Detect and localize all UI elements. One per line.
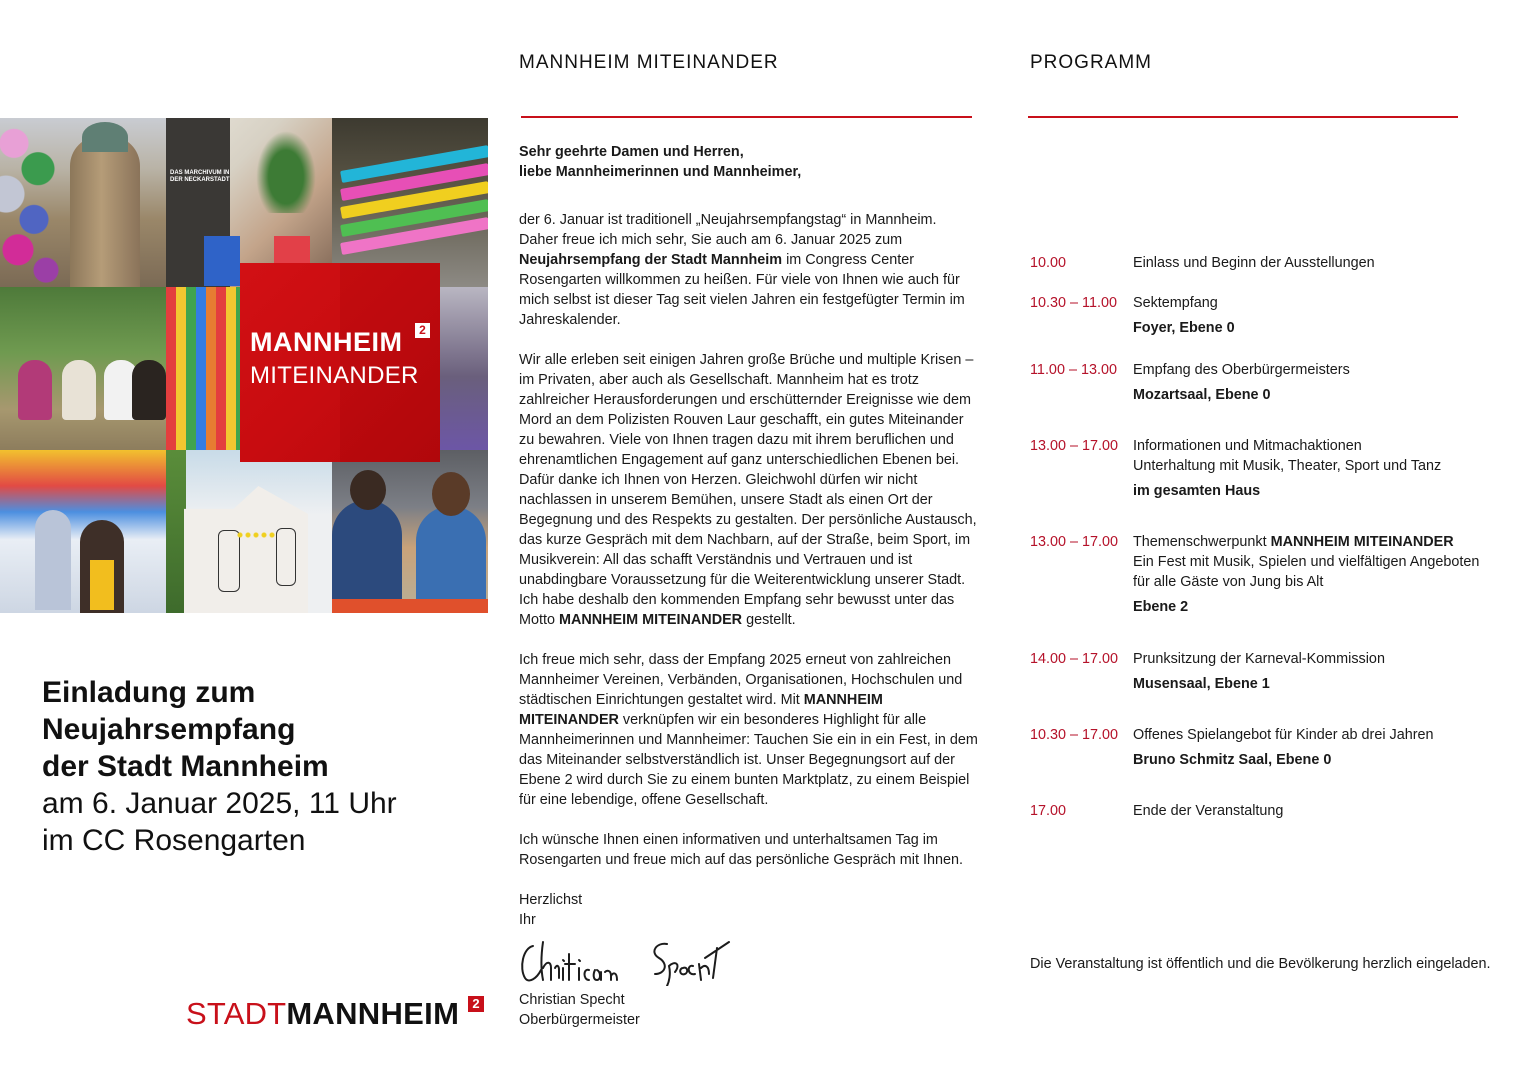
program-description: Prunksitzung der Karneval-Kommission xyxy=(1133,651,1385,667)
letter-body xyxy=(519,142,979,1030)
letter-paragraph-3: Ich freue mich sehr, dass der Empfang 2025 erneut von zahlreichen Mannheimer Vereinen, Verbänden, Organisationen, Hochschulen und städtischen Einrichtungen gestaltet wird. Mit MANNHEIM MITEINANDER verknüpfen wir ein besonderes Highlight für alle Mannheimerinnen und Mannheimer: Tauchen Sie ein in ein Fest, in dem das Miteinander selbstverständlich ist. Unser Begegnungsort auf der Ebene 2 wird durch Sie zu einem bunten Marktplatz, zu einem Beispiel für eine lebendige, offene Gesellschaft. xyxy=(519,652,978,808)
program-time: 10.30 – 11.00 xyxy=(1030,295,1117,311)
photo-collage xyxy=(0,118,488,613)
title-line-1: Einladung zum Neujahrsempfang xyxy=(42,676,296,746)
logo-superscript-square: 2 xyxy=(415,323,430,338)
program-description: Empfang des Oberbürgermeisters xyxy=(1133,362,1350,378)
photo-dance-event xyxy=(440,287,488,450)
program-time: 10.00 xyxy=(1030,255,1067,271)
photo-painted-bench xyxy=(332,118,488,287)
program-location: Foyer, Ebene 0 xyxy=(1133,320,1235,336)
photo-mural-wall xyxy=(166,450,332,613)
letter-heading-rule xyxy=(521,116,972,118)
photo-marchivum-reading xyxy=(166,118,332,287)
program-description: Themenschwerpunkt MANNHEIM MITEINANDER xyxy=(1133,534,1454,550)
program-time: 13.00 – 17.00 xyxy=(1030,438,1119,454)
program-description: Ende der Veranstaltung xyxy=(1133,803,1284,819)
logo-line-mannheim: MANNHEIM xyxy=(250,327,403,357)
program-description: Informationen und Mitmachaktionen xyxy=(1133,438,1362,454)
program-time: 13.00 – 17.00 xyxy=(1030,534,1119,550)
program-time: 14.00 – 17.00 xyxy=(1030,651,1119,667)
program-description: Offenes Spielangebot für Kinder ab drei Jahren xyxy=(1133,727,1434,743)
program-description: Ein Fest mit Musik, Spielen und vielfältigen Angeboten xyxy=(1133,554,1480,570)
program-location: Ebene 2 xyxy=(1133,599,1189,615)
logo-mannheim: MANNHEIM xyxy=(286,996,460,1031)
event-date: am 6. Januar 2025, 11 Uhr xyxy=(42,787,397,820)
program-time: 10.30 – 17.00 xyxy=(1030,727,1119,743)
program-time: 17.00 xyxy=(1030,803,1067,819)
program-heading-rule xyxy=(1028,116,1458,118)
program-location: Musensaal, Ebene 1 xyxy=(1133,676,1270,692)
program-description: Einlass und Beginn der Ausstellungen xyxy=(1133,255,1375,271)
public-event-note: Die Veranstaltung ist öffentlich und die Bevölkerung herzlich eingeladen. xyxy=(1030,956,1491,972)
program-description: für alle Gäste von Jung bis Alt xyxy=(1133,574,1324,590)
letter-paragraph-1: der 6. Januar ist traditionell „Neujahrsempfangstag“ in Mannheim. Daher freue ich mich sehr, Sie auch am 6. Januar 2025 zum Neujahrsempfang der Stadt Mannheim im Congress Center Rosengarten willkommen zu heißen. Für viele von Ihnen wie auch für mich selbst ist dieser Tag seit vielen Jahren ein festgefügter Termin im Jahreskalender. xyxy=(519,212,965,328)
stadt-mannheim-logo xyxy=(186,996,480,1036)
program-location: Mozartsaal, Ebene 0 xyxy=(1133,387,1271,403)
closing-herzlichst: Herzlichst xyxy=(519,892,583,908)
title-line-2: der Stadt Mannheim xyxy=(42,750,329,783)
closing-ihr: Ihr xyxy=(519,912,536,928)
program-time: 11.00 – 13.00 xyxy=(1030,362,1117,378)
photo-colorful-blocks xyxy=(166,287,240,450)
poster-text: DAS MARCHIVUM IN DER NECKARSTADT xyxy=(170,170,230,183)
letter-heading: MANNHEIM MITEINANDER xyxy=(519,52,779,73)
salutation-line-2: liebe Mannheimerinnen und Mannheimer, xyxy=(519,164,802,180)
event-venue: im CC Rosengarten xyxy=(42,824,306,857)
photo-festival-tent xyxy=(0,450,166,613)
letter-paragraph-4: Ich wünsche Ihnen einen informativen und unterhaltsamen Tag im Rosengarten und freue mich auf das persönliche Gespräch mit Ihnen. xyxy=(519,832,963,868)
program-heading: PROGRAMM xyxy=(1030,52,1152,73)
signer-name: Christian Specht xyxy=(519,992,625,1008)
program-description: Sektempfang xyxy=(1133,295,1218,311)
invitation-title xyxy=(42,674,502,859)
signer-title: Oberbürgermeister xyxy=(519,1012,640,1028)
handwritten-signature xyxy=(519,934,734,986)
logo-superscript-square: 2 xyxy=(468,996,484,1012)
photo-water-tower xyxy=(0,118,166,287)
logo-stadt: STADT xyxy=(186,996,287,1031)
program-location: Bruno Schmitz Saal, Ebene 0 xyxy=(1133,752,1332,768)
letter-paragraph-2: Wir alle erleben seit einigen Jahren große Brüche und multiple Krisen – im Privaten, aber auch als Gesellschaft. Mannheim hat es trotz zahlreicher Herausforderungen und erschütternder Ereignisse wie dem Mord an dem Polizisten Rouven Laur geschafft, ein gutes Miteinander zu bewahren. Viele von Ihnen tragen dazu mit ihrem beruflichen und ehrenamtlichen Engagement auf ganz unterschiedlichen Ebenen bei. Dafür danke ich Ihnen von Herzen. Gleichwohl dürfen wir nicht nachlassen in unserem Bemühen, unsere Stadt als einen Ort der Begegnung und des Respekts zu gestalten. Der persönliche Austausch, das kurze Gespräch mit dem Nachbarn, auf der Straße, beim Sport, im Musikverein: All das schafft Verständnis und Vertrauen und ist unabdingbare Voraussetzung für die Weiterentwicklung unserer Stadt. Ich habe deshalb den kommenden Empfang sehr bewusst unter das Motto MANNHEIM MITEINANDER gestellt. xyxy=(519,352,977,628)
photo-seniors-park xyxy=(0,287,166,450)
photo-children-lego xyxy=(332,450,488,613)
salutation-line-1: Sehr geehrte Damen und Herren, xyxy=(519,144,744,160)
program-location: im gesamten Haus xyxy=(1133,483,1261,499)
program-description: Unterhaltung mit Musik, Theater, Sport und Tanz xyxy=(1133,458,1442,474)
mannheim-miteinander-logo xyxy=(240,263,440,462)
logo-line-miteinander: MITEINANDER xyxy=(250,362,419,389)
